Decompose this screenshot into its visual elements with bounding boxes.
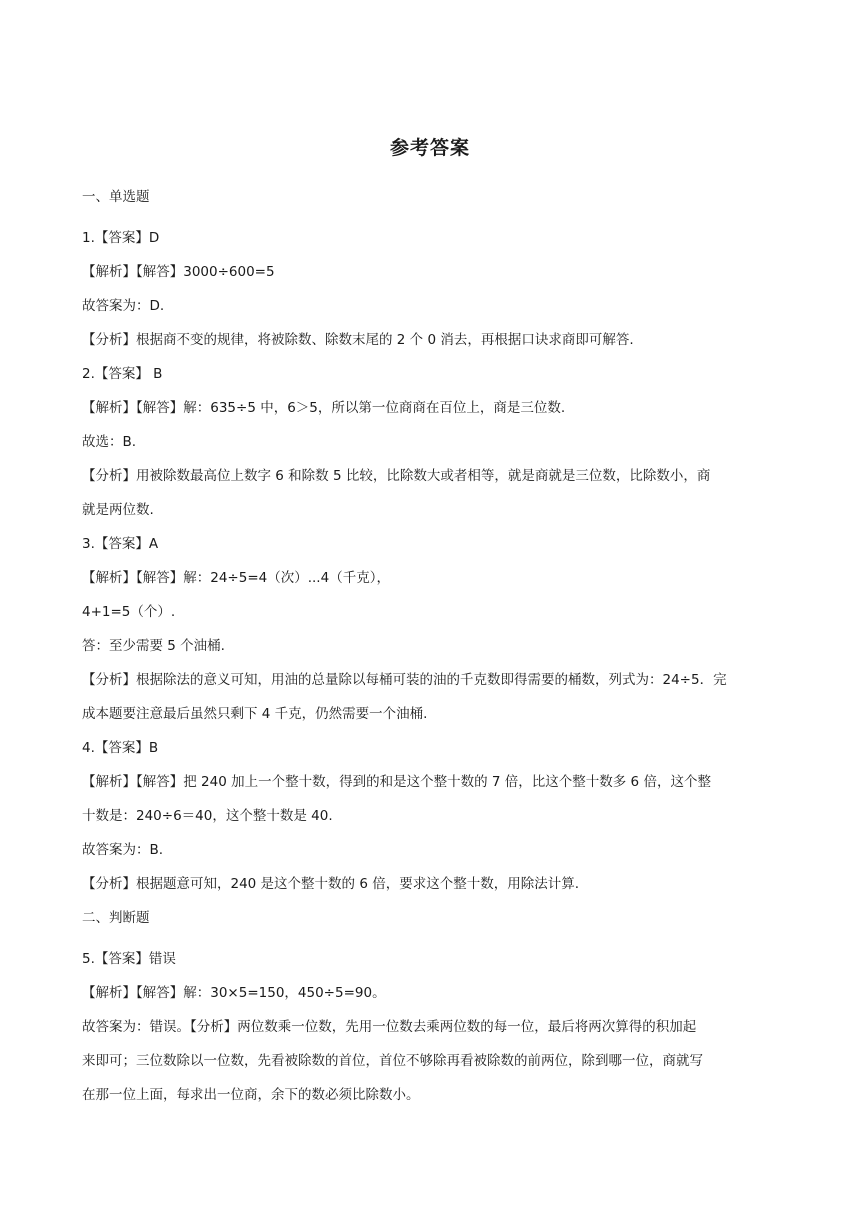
analysis-line: 【解析】【解答】解：635÷5 中，6＞5，所以第一位商商在百位上，商是三位数. [82,400,566,416]
analysis-line: 【解析】【解答】解：30×5=150，450÷5=90。 [82,985,386,1001]
conclusion-line: 故答案为：D. [82,298,165,314]
answer-line: 3.【答案】A [82,536,159,552]
analysis-line: 【分析】根据商不变的规律，将被除数、除数末尾的 2 个 0 消去，再根据口诀求商即可解答. [82,332,634,348]
calculation-line: 4+1=5（个）. [82,604,176,620]
analysis-line-continued: 就是两位数. [82,502,154,518]
answer-line: 1.【答案】D [82,230,160,246]
analysis-line-continued: 来即可；三位数除以一位数，先看被除数的首位，首位不够除再看被除数的前两位，除到哪一位，商就写 [82,1053,703,1069]
answer-line: 2.【答案】 B [82,366,163,382]
analysis-line: 【解析】【解答】解：24÷5=4（次）...4（千克）， [82,570,390,586]
conclusion-line: 故选：B. [82,434,137,450]
analysis-line-continued: 十数是：240÷6＝40，这个整十数是 40. [82,808,333,824]
answer-line: 4.【答案】B [82,740,159,756]
conclusion-line: 答：至少需要 5 个油桶. [82,638,225,654]
analysis-line: 【分析】根据除法的意义可知，用油的总量除以每桶可装的油的千克数即得需要的桶数，列式为：24÷5．完 [82,672,727,688]
analysis-line-continued: 成本题要注意最后虽然只剩下 4 千克，仍然需要一个油桶. [82,706,428,722]
conclusion-line: 故答案为：错误。【分析】两位数乘一位数，先用一位数去乘两位数的每一位，最后将两次算得的积加起 [82,1019,697,1035]
conclusion-line: 故答案为：B. [82,842,164,858]
analysis-line: 【解析】【解答】把 240 加上一个整十数，得到的和是这个整十数的 7 倍，比这个整十数多 6 倍，这个整 [82,774,711,790]
section-heading-single-choice: 一、单选题 [82,189,150,205]
analysis-line: 【分析】用被除数最高位上数字 6 和除数 5 比较，比除数大或者相等，就是商就是三位数，比除数小，商 [82,468,711,484]
analysis-line: 【解析】【解答】3000÷600=5 [82,264,275,280]
analysis-line: 【分析】根据题意可知，240 是这个整十数的 6 倍，要求这个整十数，用除法计算. [82,876,580,892]
section-heading-judgment: 二、判断题 [82,910,150,926]
page-title: 参考答案 [389,137,470,159]
analysis-line-continued: 在那一位上面，每求出一位商，余下的数必须比除数小。 [82,1087,420,1103]
answer-line: 5.【答案】错误 [82,951,176,967]
